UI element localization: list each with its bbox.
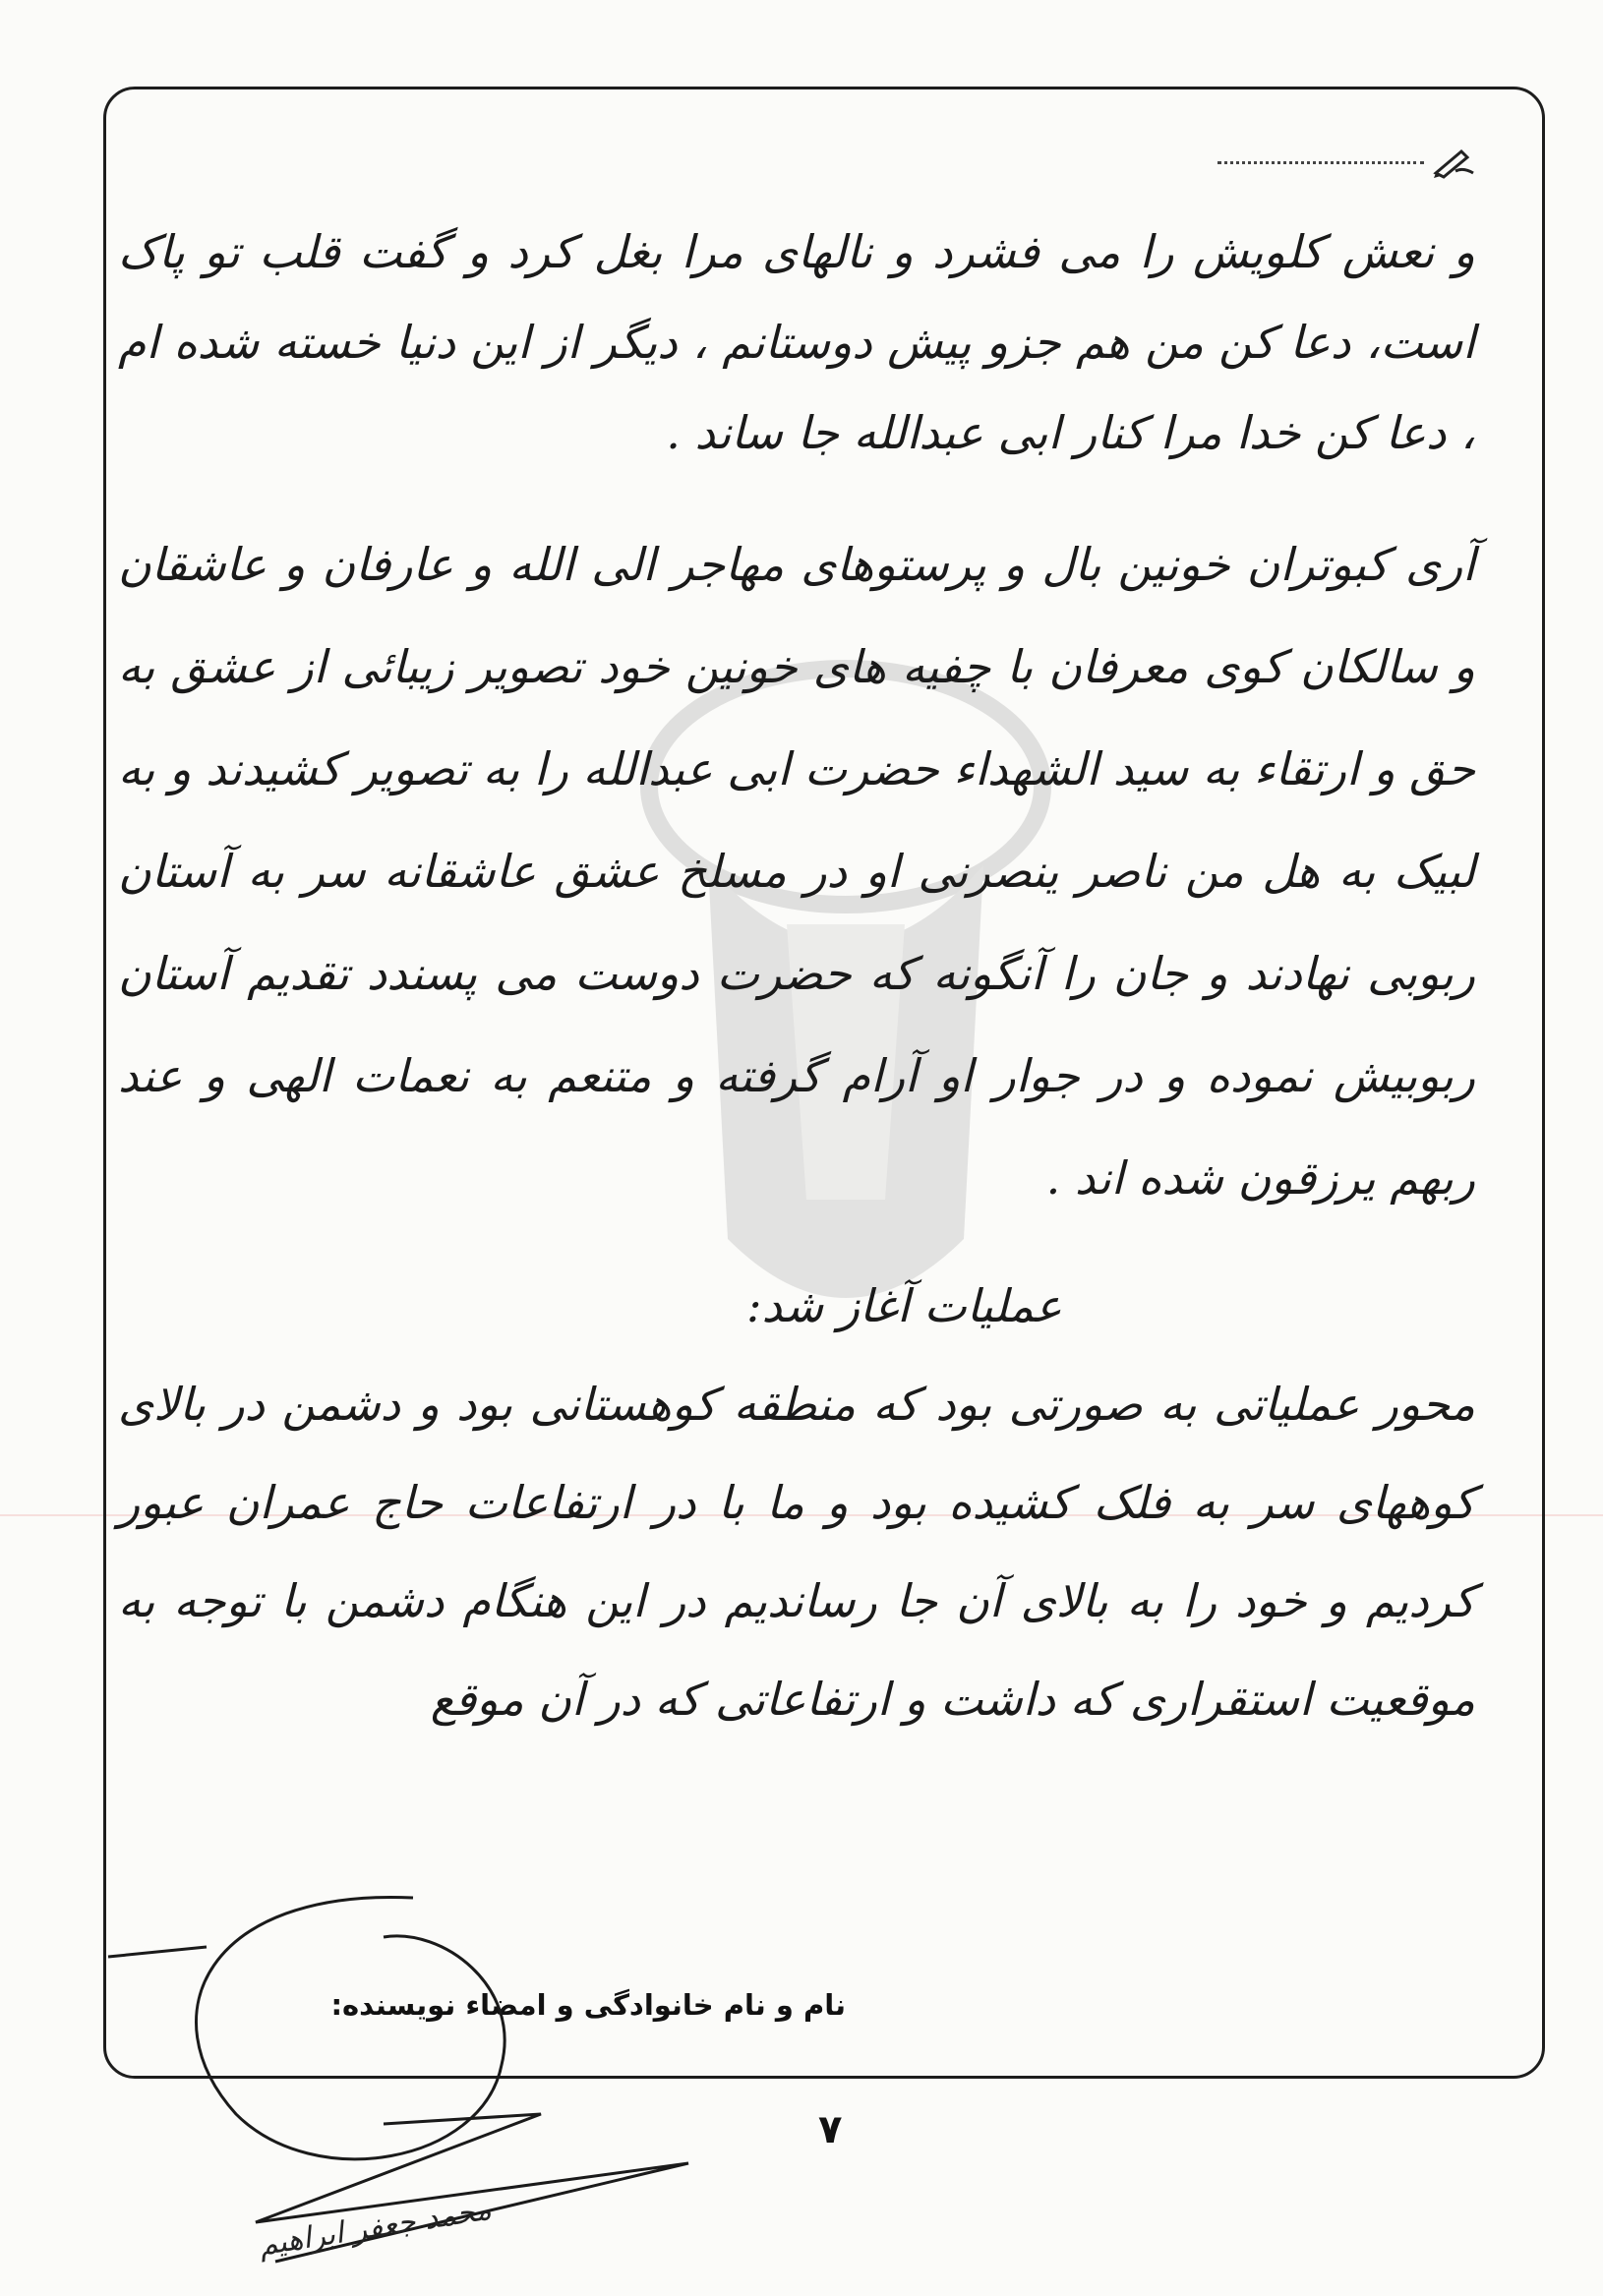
- paragraph-2: آری کبوتران خونین بال و پرستوهای مهاجر الی الله و عارفان و عاشقان و سالکان کوی معرفان با چفیه های خونین خود تصویر زیبائی از عشق به حق و ارتقاء به سید الشهداء حضرت ابی عبدالله را به تصویر کشیدند و به لبیک به هل من ناصر ینصرنی او در مسلخ عشق عاشقانه سر به آستان ربوبی نهادند و جان را آنگونه که حضرت دوست می پسندد تقدیم آستان ربوبیش نموده و در جوار او آرام گرفته و متنعم به نعمات الهی و عند ربهم یرزقون شده اند .: [118, 538, 1475, 1205]
- paragraph-3: محور عملیاتی به صورتی بود که منطقه کوهستانی بود و دشمن در بالای کوههای سر به فلک کشیده بود و ما با در ارتفاعات حاج عمران عبور کردیم و خود را به بالای آن جا رساندیم در این هنگام دشمن با توجه به موقعیت استقراری که داشت و ارتفاعاتی که در آن موقع: [118, 1378, 1475, 1726]
- section-heading: عملیات آغاز شد:: [746, 1279, 1062, 1332]
- pen-icon: [1432, 146, 1475, 179]
- signer-label: نام و نام خانوادگی و امضاء نویسنده:: [330, 1988, 846, 2022]
- paragraph-1: و نعش کلویش را می فشرد و نالهای مرا بغل کرد و گفت قلب تو پاک است، دعا کن من هم جزو پیش دوستانم ، دیگر از این دنیا خسته شده ام ، دعا کن خدا مرا کنار ابی عبدالله جا ساند .: [118, 225, 1475, 459]
- header-writing-line: [1217, 146, 1475, 179]
- page-number: ۷: [818, 2107, 843, 2152]
- signature-name: محمد جعفر ابراهیم: [256, 2192, 495, 2264]
- dotted-line: [1217, 161, 1424, 164]
- handwritten-body: [118, 206, 1475, 1748]
